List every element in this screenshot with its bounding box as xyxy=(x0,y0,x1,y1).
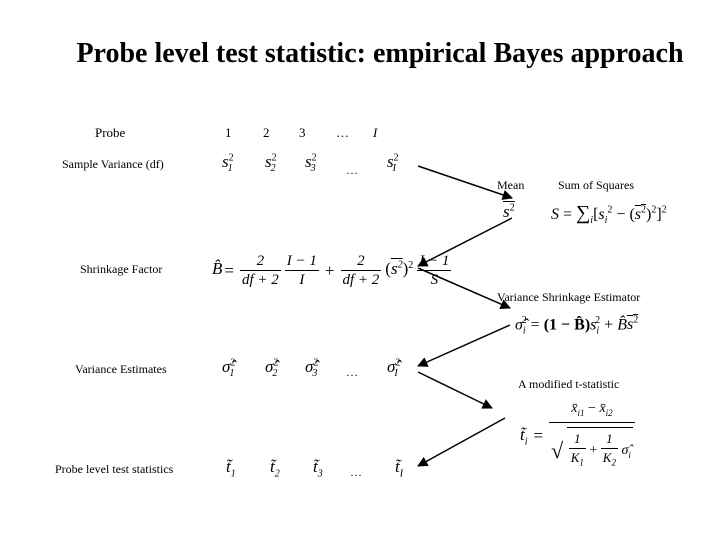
mean-formula: $s^2$ xyxy=(503,202,515,221)
arrow-shrinkage-to-estimator xyxy=(418,268,510,308)
slide-title: Probe level test statistic: empirical Bayes approach xyxy=(76,38,684,69)
frac-I: $\frac{I - 1}{I}$ xyxy=(286,253,317,288)
variance-estimate-3: σ̂$^2_3$ xyxy=(305,357,319,380)
modified-t-formula: $t̃_i$ = $x̄_{i1}$ − $x̄_{i2}$ √ $\frac{1}{K_1}$ + $\frac{1}{K_2}$ $\sigmâ_i$ xyxy=(520,400,635,471)
sample-variance-3: $s^2_3$ xyxy=(305,152,317,175)
probe-col-2: 2 xyxy=(263,125,270,140)
arrow-mean-to-shrinkage xyxy=(418,218,512,266)
row-label-variance-estimates: Variance Estimates xyxy=(75,362,167,376)
sum-of-squares-label: Sum of Squares xyxy=(558,178,634,192)
probe-col-3: 3 xyxy=(299,125,306,140)
arrow-tstat-to-probe-stats xyxy=(418,418,505,466)
variance-shrinkage-label: Variance Shrinkage Estimator xyxy=(497,290,641,304)
frac-S: $\frac{I - 1}{S}$ xyxy=(419,253,450,288)
variance-shrinkage-formula: $\sigmâ_i^2 = (1$ − $B̂)s_i^2$ + $B̂s^2$ xyxy=(515,315,639,337)
sum-of-squares-formula: $S = \sum_i[s_i^2 - (s^2)^2]^2$ xyxy=(551,202,667,227)
row-label-shrinkage-factor: Shrinkage Factor xyxy=(80,262,163,276)
test-stat-1: $t̃_1$ xyxy=(226,457,236,480)
variance-estimate-dots: … xyxy=(346,365,358,379)
row-label-sample-variance: Sample Variance (df) xyxy=(62,157,164,171)
variance-estimate-1: σ̂$^2_1$ xyxy=(222,357,236,380)
frac-df: $\frac{2}{df + 2}$ xyxy=(241,253,279,288)
sample-variance-I: $s^2_I$ xyxy=(387,152,399,175)
shrinkage-factor-formula: B̂ = $\frac{2}{df + 2}$ $\frac{I - 1}{I}$ + $\frac{2}{df + 2}$ $(s^2)^2$ $\frac{I - 1}{S}$ xyxy=(212,253,450,288)
test-stat-2: $t̃_2$ xyxy=(270,457,280,480)
arrow-variance-to-tstat xyxy=(418,372,492,408)
test-stat-dots: … xyxy=(350,465,362,479)
variance-estimate-2: σ̂$^2_2$ xyxy=(265,357,279,380)
sample-variance-1: $s^2_1$ xyxy=(222,152,234,175)
variance-estimate-I: σ̂$^2_I$ xyxy=(387,357,401,380)
frac-df-2: $\frac{2}{df + 2}$ xyxy=(342,253,380,288)
sample-variance-2: $s^2_2$ xyxy=(265,152,277,175)
test-stat-3: $t̃_3$ xyxy=(313,457,323,480)
arrow-sample-to-mean xyxy=(418,166,512,198)
arrow-estimator-to-variance xyxy=(418,325,510,366)
test-stat-I: $t̃_I$ xyxy=(395,457,404,480)
probe-col-ellipsis: … xyxy=(336,125,349,140)
sample-variance-dots: … xyxy=(346,163,358,177)
probe-col-1: 1 xyxy=(225,125,232,140)
mean-label: Mean xyxy=(497,178,525,192)
probe-col-I: I xyxy=(373,125,378,140)
probe-header: Probe xyxy=(95,125,126,140)
modified-t-label: A modified t-statistic xyxy=(518,377,620,391)
row-label-probe-level-stats: Probe level test statistics xyxy=(55,462,174,476)
